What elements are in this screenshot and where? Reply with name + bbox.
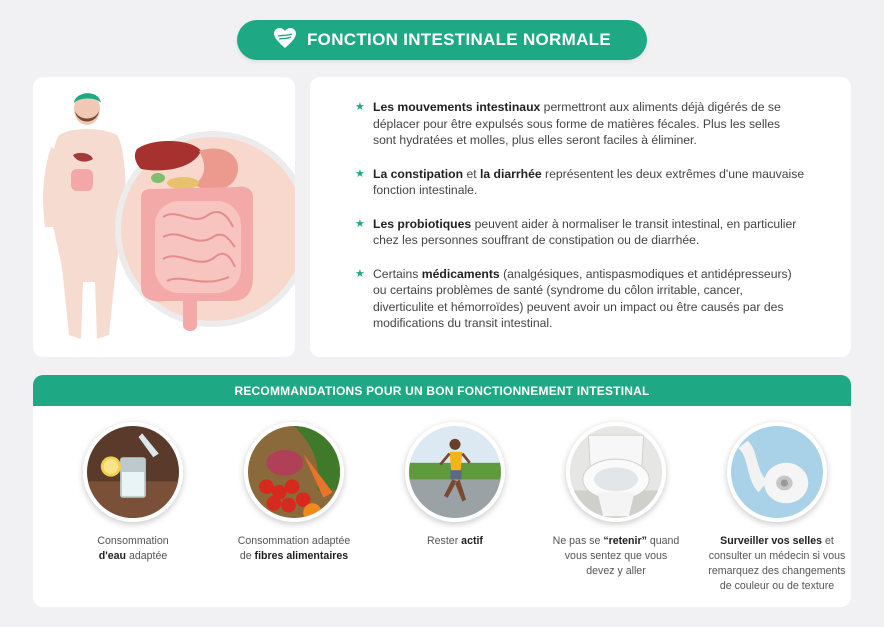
fact-bold: Les mouvements intestinaux	[373, 100, 541, 114]
reco-line: adaptée	[126, 550, 168, 562]
fact-item	[355, 216, 805, 249]
fact-text: représentent les deux extrêmes d'une mauvaise fonction intestinale.	[373, 166, 805, 197]
reco-item-monitor	[697, 406, 851, 594]
reco-bold: “retenir”	[603, 535, 647, 547]
page-title	[237, 20, 647, 60]
reco-line: Consommation adaptée	[237, 535, 351, 547]
reco-text-active	[375, 534, 535, 549]
reco-bold: Surveiller vos selles	[720, 535, 823, 547]
reco-line: remarquez des changements	[708, 565, 846, 577]
facts-list	[355, 99, 805, 349]
reco-bold: actif	[461, 535, 483, 547]
star-icon: ★	[355, 167, 365, 180]
anatomy-illustration	[33, 77, 295, 357]
anatomy-illustration-card	[33, 77, 295, 357]
fact-text: Certains	[373, 266, 422, 281]
fact-bold: La constipation	[373, 166, 464, 181]
page-title-text: FONCTION INTESTINALE NORMALE	[307, 30, 611, 49]
reco-bold: d'eau	[98, 550, 126, 562]
runner-photo	[405, 422, 505, 522]
reco-text-monitor	[697, 534, 851, 594]
reco-item-water	[53, 406, 213, 564]
reco-line: de	[239, 550, 255, 562]
reco-text-fibre	[214, 534, 374, 564]
fact-text: peuvent aider à normaliser le transit intestinal, en particulier chez les personnes souffrant de constipation ou de diarrhée.	[373, 216, 797, 247]
reco-line: quand	[646, 535, 680, 547]
reco-text-toilet	[536, 534, 696, 579]
toilet-photo	[566, 422, 666, 522]
fact-text: et	[463, 166, 480, 181]
star-icon: ★	[355, 267, 365, 280]
fact-bold: médicaments	[421, 266, 500, 281]
heart-leaf-icon	[273, 27, 297, 54]
water-glass-photo	[83, 422, 183, 522]
reco-item-toilet	[536, 406, 696, 579]
recommendations-grid	[33, 406, 851, 607]
fact-item	[355, 99, 805, 149]
reco-line: Consommation	[97, 535, 169, 547]
recommendations-card	[33, 375, 851, 607]
fact-item	[355, 166, 805, 199]
star-icon: ★	[355, 101, 365, 113]
reco-line: vous sentez que vous	[564, 550, 668, 562]
fact-bold: la diarrhée	[480, 166, 542, 181]
facts-card	[310, 77, 851, 357]
reco-item-fibre	[214, 406, 374, 564]
vegetables-photo	[244, 422, 344, 522]
reco-line: Rester	[427, 535, 462, 547]
fact-bold: Les probiotiques	[373, 216, 472, 231]
toilet-paper-photo	[727, 422, 827, 522]
reco-text-water	[53, 534, 213, 564]
reco-line: de couleur ou de texture	[719, 580, 835, 592]
recommendations-title: RECOMMANDATIONS POUR UN BON FONCTIONNEMENT INTESTINAL	[33, 375, 851, 406]
star-icon: ★	[355, 217, 365, 230]
fact-text: (analgésiques, antispasmodiques et antidépresseurs) ou certains problèmes de santé (syndrome du côlon irritable, cancer, diverticulite et hémorroïdes) peuvent avoir un impact ou être causés par des modifications du transit intestinal.	[373, 266, 792, 330]
reco-line: Ne pas se	[552, 535, 604, 547]
reco-line: et	[822, 535, 834, 547]
reco-item-active	[375, 406, 535, 549]
fact-text: permettront aux aliments déjà digérés de se déplacer pour être expulsés sous forme de matières fécales. Plus les selles sont hydratées et molles, plus elles seront faciles à éliminer.	[373, 100, 781, 147]
reco-line: devez y aller	[586, 565, 646, 577]
reco-bold: fibres alimentaires	[254, 550, 349, 562]
fact-item	[355, 266, 805, 332]
reco-line: consulter un médecin si vous	[708, 550, 846, 562]
